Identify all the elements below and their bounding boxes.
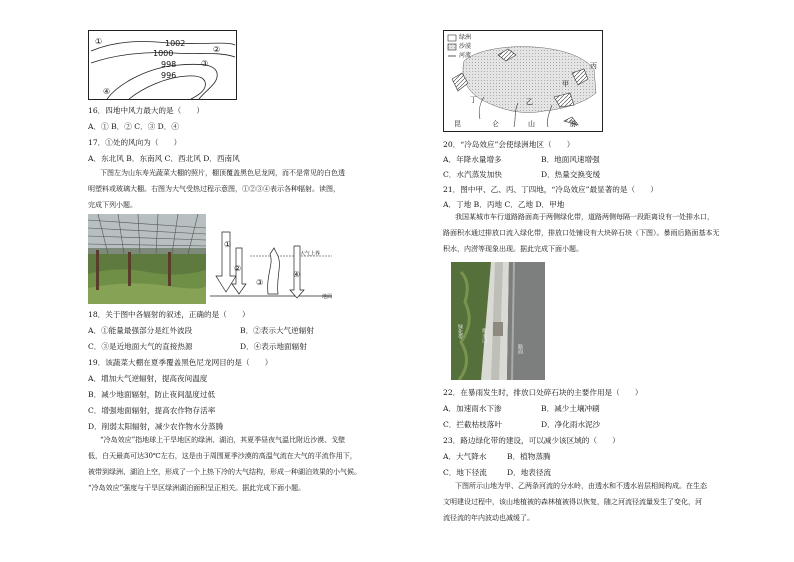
photo-label-road: 路面	[517, 344, 523, 354]
label-shan: 山	[528, 120, 535, 128]
intro-3-line: 我国某城市车行道路路面高于两侧绿化带，道路两侧每隔一段距离设有一处排水口，	[455, 213, 714, 221]
isobar-label-1000: 1000	[153, 49, 174, 58]
question-20: 20．“冷岛效应”会使绿洲地区（ ）	[443, 140, 575, 149]
intro-1-line: 明塑料或玻璃大棚。右图为大气受热过程示意图，①②③④表示各种辐射。读图，	[88, 185, 340, 193]
question-17-options: A．东北风 B．东南风 C．西北风 D．西南风	[88, 154, 240, 163]
question-19-option: B．减少地面辐射，防止夜间温度过低	[88, 390, 216, 399]
question-19: 19．该蔬菜大棚在夏季覆盖黑色尼龙网目的是（ ）	[88, 358, 273, 367]
legend-desert: 沙漠	[459, 43, 472, 50]
intro-4-line: 下图所示山地为甲、乙两条河流的分水岭，由透水和不透水岩层相间构成。在生态	[455, 482, 707, 490]
question-21: 21．图中甲、乙、丙、丁四地，“冷岛效应”最显著的是（ ）	[443, 185, 658, 194]
question-17: 17．①处的风向为（ ）	[88, 138, 182, 147]
intro-1-line: 下图左为山东寿光蔬菜大棚的照片，棚顶覆盖黑色尼龙网，而不是常见的白色透	[100, 169, 345, 177]
question-18-option-b: B．②表示大气逆辐射	[240, 326, 314, 335]
legend-oasis: 绿洲	[459, 34, 472, 41]
drainage-photo	[451, 262, 545, 380]
photo-label-drain: 排水口	[481, 328, 487, 343]
label-top-of-atmosphere: 大气上界	[300, 251, 321, 257]
label-bing: 丙	[590, 62, 597, 70]
intro-4-line: 文明建设过程中，该山地植被的森林植被得以恢复，随之河流径流量发生了变化，河	[443, 498, 702, 506]
intro-4-line: 流径流的年内波动也减缓了。	[443, 514, 534, 522]
question-23: 23．路边绿化带的建设，可以减少该区域的（ ）	[443, 436, 620, 445]
label-kun: 昆	[454, 120, 461, 128]
intro-2-line: 被带到绿洲、湖泊上空，形成了一个上热下冷的大气结构，形成一种湖泊效果的小气候。	[88, 468, 361, 476]
label-mai: 脉	[570, 120, 577, 128]
question-22-option: C．拦截枯枝落叶	[443, 420, 502, 429]
question-18-option-d: D．④表示地面辐射	[240, 342, 307, 351]
radiation-3: ③	[256, 278, 264, 287]
question-23-option: A．大气降水	[443, 452, 487, 461]
radiation-diagram	[210, 214, 332, 304]
question-18-option-a: A．①能量最强部分是红外波段	[88, 326, 193, 335]
intro-2-line: “冷岛效应”强度与干旱区绿洲湖泊面积呈正相关。据此完成下面小题。	[88, 484, 306, 492]
question-19-option: C．增强地面辐射，提高农作物存活率	[88, 406, 216, 415]
question-19-option: D．削弱太阳辐射，减少农作物水分蒸腾	[88, 422, 224, 431]
question-18-option-c: C．③是近地面大气的直接热源	[88, 342, 193, 351]
question-16-options: A．① B．② C．③ D．④	[88, 122, 179, 131]
oasis-map	[443, 30, 603, 132]
radiation-4: ④	[293, 270, 301, 279]
question-23-option: C．地下径流	[443, 468, 487, 477]
intro-2-line: 低，白天最高可达30℃左右，这是由于周围夏季沙漠的高温气流在大气的平流作用下，	[88, 452, 357, 460]
isobar-label-998: 998	[161, 60, 177, 69]
label-lun: 仑	[492, 120, 499, 128]
isobar-map	[88, 30, 237, 100]
question-19-option: A．增加大气逆辐射，提高夜间温度	[88, 374, 208, 383]
intro-3-line: 积水，内涝等现象出现。据此完成下面小题。	[443, 245, 583, 253]
question-20-option: D．热量交换变缓	[541, 170, 601, 179]
question-22-option: A．加速雨水下渗	[443, 404, 502, 413]
question-20-option: B．地面风速增强	[541, 155, 600, 164]
label-jia: 甲	[562, 80, 569, 88]
radiation-1: ①	[224, 240, 232, 249]
question-22-option: D．净化雨水泥沙	[541, 420, 601, 429]
isobar-label-996: 996	[161, 71, 177, 80]
greenhouse-photo	[88, 214, 206, 304]
point-3: ③	[201, 59, 209, 68]
question-16: 16．四地中风力最大的是（ ）	[88, 106, 204, 115]
point-2: ②	[213, 45, 221, 54]
radiation-2: ②	[234, 264, 242, 273]
photo-label-greenbelt: 绿化带	[457, 324, 463, 339]
label-ground: 地面	[322, 294, 333, 300]
question-22-option: B．减少土壤冲刷	[541, 404, 600, 413]
question-20-option: A．年降水量增多	[443, 155, 502, 164]
question-22: 22．在暴雨发生时，排放口处碎石块的主要作用是（ ）	[443, 388, 643, 397]
legend-river: 河流	[459, 52, 472, 59]
intro-2-line: “冷岛效应”指地球上干旱地区的绿洲、湖泊，其夏季昼夜气温比附近沙漠、戈壁	[100, 436, 346, 444]
question-21-options: A．丁地 B．丙地 C．乙地 D．甲地	[443, 200, 565, 209]
question-18: 18．关于图中各辐射的叙述，正确的是（ ）	[88, 310, 250, 319]
point-1: ①	[95, 37, 103, 46]
question-23-option: D．地表径流	[507, 468, 552, 477]
intro-1-line: 完成下列小题。	[88, 201, 137, 209]
question-23-option: B．植物蒸腾	[507, 452, 551, 461]
label-yi: 乙	[526, 98, 533, 106]
point-4: ④	[103, 87, 111, 96]
question-20-option: C．水汽蒸发加快	[443, 170, 502, 179]
label-ding: 丁	[470, 96, 477, 104]
isobar-label-1002: 1002	[165, 39, 186, 48]
intro-3-line: 路面积水通过排放口流入绿化带，排放口处铺设有大块碎石块（下图）。暴雨后路面基本无	[443, 229, 720, 237]
